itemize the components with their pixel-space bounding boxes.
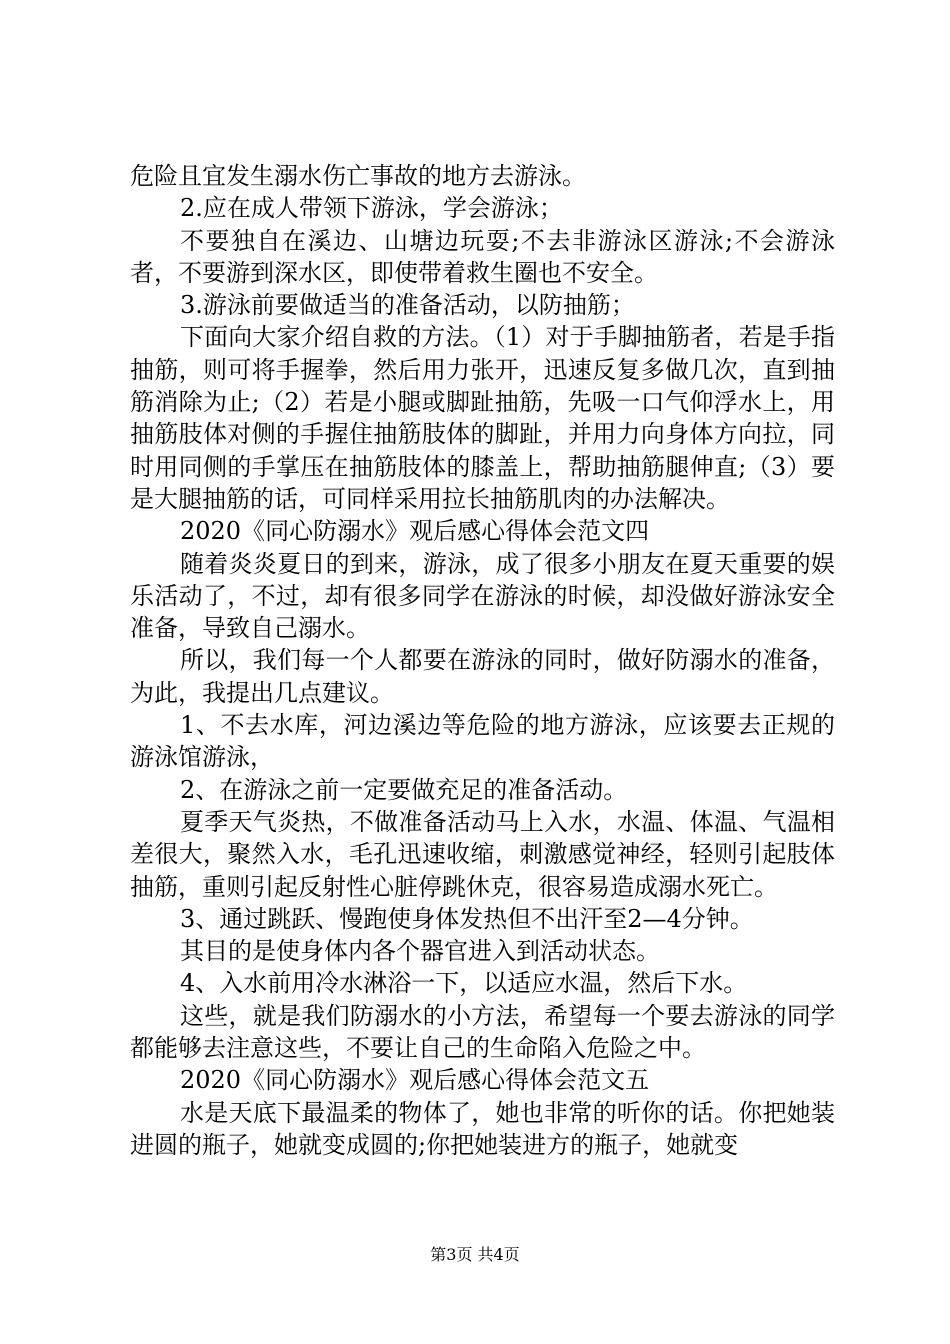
paragraph: 1、不去水库，河边溪边等危险的地方游泳，应该要去正规的游泳馆游泳， [130, 711, 835, 772]
paragraph: 夏季天气炎热，不做准备活动马上入水，水温、体温、气温相差很大，聚然入水，毛孔迅速收缩，刺激感觉神经，轻则引起肢体抽筋，重则引起反射性心脏停跳休克，很容易造成溺水死亡。 [130, 807, 835, 901]
paragraph: 3.游泳前要做适当的准备活动，以防抽筋； [180, 291, 635, 320]
paragraph: 不要独自在溪边、山塘边玩耍;不去非游泳区游泳;不会游泳者，不要游到深水区，即使带着救生圈也不安全。 [130, 226, 835, 287]
paragraph: 下面向大家介绍自救的方法。（1）对于手脚抽筋者，若是手指抽筋，则可将手握拳，然后用力张开，迅速反复多做几次，直到抽筋消除为止;（2）若是小腿或脚趾抽筋，先吸一口气仰浮水上，用抽筋肢体对侧的手握住抽筋肢体的脚趾，并用力向身体方向拉，同时用同侧的手掌压在抽筋肢体的膝盖上，帮助抽筋腿伸直;（3）要是大腿抽筋的话，可同样采用拉长抽筋肌肉的办法解决。 [130, 323, 835, 513]
paragraph: 这些，就是我们防溺水的小方法，希望每一个要去游泳的同学都能够去注意这些，不要让自己的生命陷入危险之中。 [130, 1001, 835, 1063]
paragraph: 危险且宜发生溺水伤亡事故的地方去游泳。 [130, 162, 586, 190]
paragraph: 所以，我们每一个人都要在游泳的同时，做好防溺水的准备，为此，我提出几点建议。 [130, 646, 835, 707]
paragraph: 2、在游泳之前一定要做充足的准备活动。 [180, 775, 628, 804]
page-footer [0, 1245, 950, 1265]
paragraph: 随着炎炎夏日的到来，游泳，成了很多小朋友在夏天重要的娱乐活动了，不过，却有很多同学在游泳的时候，却没做好游泳安全准备，导致自己溺水。 [130, 549, 835, 643]
page-number-label: 第3页 共4页 [430, 1245, 520, 1264]
paragraph: 水是天底下最温柔的物体了，她也非常的听你的话。你把她装进圆的瓶子，她就变成圆的;你把她装进方的瓶子，她就变 [130, 1098, 835, 1159]
section-heading: 2020《同心防溺水》观后感心得体会范文五 [180, 1066, 650, 1095]
document-body [130, 160, 835, 1161]
paragraph: 2.应在成人带领下游泳，学会游泳； [180, 194, 563, 223]
paragraph: 4、入水前用冷水淋浴一下，以适应水温，然后下水。 [180, 969, 748, 998]
section-heading: 2020《同心防溺水》观后感心得体会范文四 [180, 517, 650, 546]
paragraph: 其目的是使身体内各个器官进入到活动状态。 [180, 937, 660, 966]
paragraph: 3、通过跳跃、慢跑使身体发热但不出汗至2—4分钟。 [180, 904, 754, 933]
